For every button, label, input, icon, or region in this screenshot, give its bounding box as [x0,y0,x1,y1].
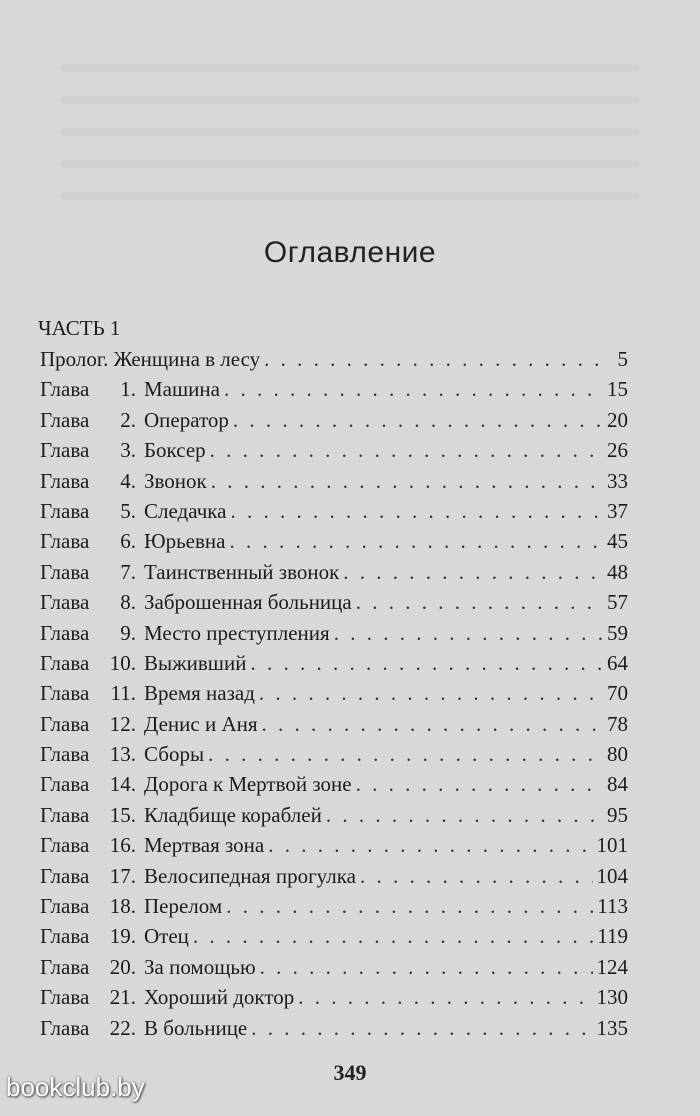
chapter-number: 10. [109,650,136,675]
chapter-title: Оператор [144,407,229,432]
toc-entry-page: 101 [596,833,628,858]
chapter-number: 3. [120,438,136,463]
chapter-title: Юрьевна [144,529,226,554]
chapter-word: Глава [40,772,90,797]
chapter-word: Глава [40,711,90,736]
chapter-word: Глава [40,650,90,675]
toc-entry-label [40,557,339,587]
chapter-number: 7. [120,559,136,584]
chapter-word: Глава [40,559,90,584]
bleed-through-line [60,160,640,168]
part-heading: ЧАСТЬ 1 [38,316,121,340]
chapter-number: 8. [120,590,136,615]
toc-entry-chapter[interactable] [40,496,628,526]
toc-entry-page: 130 [596,985,628,1010]
chapter-word: Глава [40,833,90,858]
leader-dots [233,405,603,435]
chapter-word: Глава [40,377,90,402]
chapter-number: 13. [109,742,136,767]
chapter-title: Кладбище кораблей [144,802,322,827]
toc-entry-label [40,709,258,739]
chapter-title: Выживший [144,650,247,675]
toc-entry-page: 70 [607,681,628,706]
toc-entry-chapter[interactable] [40,709,628,739]
leader-dots [298,982,592,1012]
toc-entry-label [40,648,246,678]
chapter-number: 12. [109,711,136,736]
toc-entry-chapter[interactable] [40,891,628,921]
chapter-title: Денис и Аня [144,711,258,736]
toc-entry-label [40,1013,247,1043]
leader-dots [334,618,603,648]
chapter-title: Машина [144,377,220,402]
toc-entry-label [40,800,322,830]
chapter-number: 15. [109,802,136,827]
chapter-number: 2. [120,407,136,432]
toc-entry-chapter[interactable] [40,587,628,617]
toc-entry-page: 20 [607,407,628,432]
leader-dots [208,739,603,769]
chapter-title: Время назад [144,681,255,706]
chapter-word: Глава [40,742,90,767]
chapter-title: Перелом [144,894,223,919]
toc-entry-page: 59 [607,620,628,645]
leader-dots [356,587,603,617]
toc-entry-page: 124 [596,954,628,979]
chapter-title: Дорога к Мертвой зоне [144,772,352,797]
toc-entry-page: 15 [607,377,628,402]
chapter-number: 14. [109,772,136,797]
chapter-word: Глава [40,924,90,949]
toc-entry-label [40,952,256,982]
toc-entry-label [40,861,356,891]
toc-entry-label [40,618,330,648]
chapter-number: 11. [110,681,136,706]
leader-dots [264,344,604,374]
leader-dots [211,466,603,496]
toc-entry-page: 95 [607,802,628,827]
leader-dots [360,861,593,891]
toc-entry-label [40,769,352,799]
chapter-title: Таинственный звонок [144,559,340,584]
leader-dots [229,526,603,556]
chapter-number: 16. [109,833,136,858]
page-number: 349 [333,1060,367,1085]
toc-entry-chapter[interactable] [40,405,628,435]
chapter-number: 5. [120,498,136,523]
toc-entry-page: 37 [607,498,628,523]
toc-entry-page: 78 [607,711,628,736]
toc-entry-chapter[interactable] [40,618,628,648]
chapter-title: В больнице [144,1015,248,1040]
toc-entry-page: 48 [607,559,628,584]
bleed-through-line [60,128,640,136]
leader-dots [250,648,603,678]
toc-entry-page: 119 [597,924,628,949]
toc-entry-label [40,739,204,769]
chapter-word: Глава [40,894,90,919]
toc-list [40,344,628,1043]
toc-entry-chapter[interactable] [40,769,628,799]
leader-dots [326,800,603,830]
chapter-word: Глава [40,620,90,645]
toc-entry-label [40,830,264,860]
chapter-title: Звонок [144,468,207,493]
toc-entry-label: Пролог. Женщина в лесу [40,347,261,371]
leader-dots [210,435,603,465]
leader-dots [260,952,593,982]
toc-entry-page: 104 [596,863,628,888]
chapter-title: Заброшенная больница [144,590,352,615]
toc-entry-page: 33 [607,468,628,493]
toc-entry-chapter[interactable] [40,921,628,951]
chapter-word: Глава [40,498,90,523]
toc-entry-page: 84 [607,772,628,797]
toc-entry-label [40,496,226,526]
chapter-title: Боксер [144,438,206,463]
chapter-number: 4. [120,468,136,493]
chapter-word: Глава [40,438,90,463]
leader-dots [193,921,593,951]
toc-entry-label [40,526,225,556]
toc-entry-label [40,891,222,921]
leader-dots [356,769,603,799]
leader-dots [259,678,603,708]
chapter-word: Глава [40,590,90,615]
chapter-title: Мертвая зона [144,833,265,858]
toc-entry-chapter[interactable] [40,648,628,678]
chapter-word: Глава [40,802,90,827]
bleed-through-line [60,96,640,104]
toc-entry-label [40,921,189,951]
toc-entry-chapter[interactable] [40,952,628,982]
leader-dots [224,374,603,404]
leader-dots [230,496,603,526]
chapter-title: Отец [144,924,189,949]
toc-entry-chapter[interactable] [40,435,628,465]
toc-entry-page: 5 [617,347,628,371]
bleed-through-line [60,64,640,72]
toc-entry-label [40,466,207,496]
leader-dots [262,709,603,739]
chapter-title: Следачка [144,498,227,523]
chapter-word: Глава [40,681,90,706]
chapter-number: 22. [109,1015,136,1040]
toc-entry-page: 113 [597,894,628,919]
toc-entry-chapter[interactable] [40,800,628,830]
bleed-through-line [60,192,640,200]
toc-entry-page: 45 [607,529,628,554]
watermark: bookclub.by [6,1072,145,1102]
chapter-number: 18. [109,894,136,919]
toc-entry-page: 80 [607,742,628,767]
toc-entry-chapter[interactable] [40,861,628,891]
toc-entry-label [40,405,229,435]
chapter-number: 1. [120,377,136,402]
leader-dots [226,891,593,921]
chapter-word: Глава [40,863,90,888]
chapter-number: 9. [120,620,136,645]
chapter-title: Велосипедная прогулка [144,863,356,888]
toc-entry-label [40,435,206,465]
chapter-word: Глава [40,407,90,432]
toc-entry-chapter[interactable] [40,739,628,769]
toc-entry-page: 57 [607,590,628,615]
chapter-number: 17. [109,863,136,888]
toc-entry-chapter[interactable] [40,526,628,556]
chapter-word: Глава [40,529,90,554]
toc-entry-chapter[interactable] [40,466,628,496]
toc-entry-chapter[interactable] [40,557,628,587]
toc-entry-chapter[interactable] [40,982,628,1012]
leader-dots [343,557,603,587]
chapter-word: Глава [40,468,90,493]
leader-dots [251,1013,592,1043]
chapter-number: 19. [109,924,136,949]
toc-entry-chapter[interactable] [40,1013,628,1043]
toc-entry-chapter[interactable] [40,678,628,708]
toc-entry-prologue[interactable] [40,344,628,374]
chapter-title: За помощью [144,954,256,979]
chapter-title: Хороший доктор [144,985,295,1010]
toc-entry-label [40,982,294,1012]
chapter-word: Глава [40,954,90,979]
chapter-number: 21. [109,985,136,1010]
toc-entry-label [40,678,255,708]
toc-entry-label [40,587,352,617]
chapter-word: Глава [40,1015,90,1040]
chapter-title: Место преступления [144,620,330,645]
toc-entry-chapter[interactable] [40,374,628,404]
toc-entry-page: 26 [607,438,628,463]
chapter-number: 6. [120,529,136,554]
toc-entry-chapter[interactable] [40,830,628,860]
toc-entry-page: 135 [596,1015,628,1040]
toc-entry-label [40,374,220,404]
chapter-number: 20. [109,954,136,979]
chapter-title: Сборы [144,742,205,767]
toc-title: Оглавление [263,236,437,269]
chapter-word: Глава [40,985,90,1010]
leader-dots [268,830,592,860]
toc-entry-page: 64 [607,650,628,675]
